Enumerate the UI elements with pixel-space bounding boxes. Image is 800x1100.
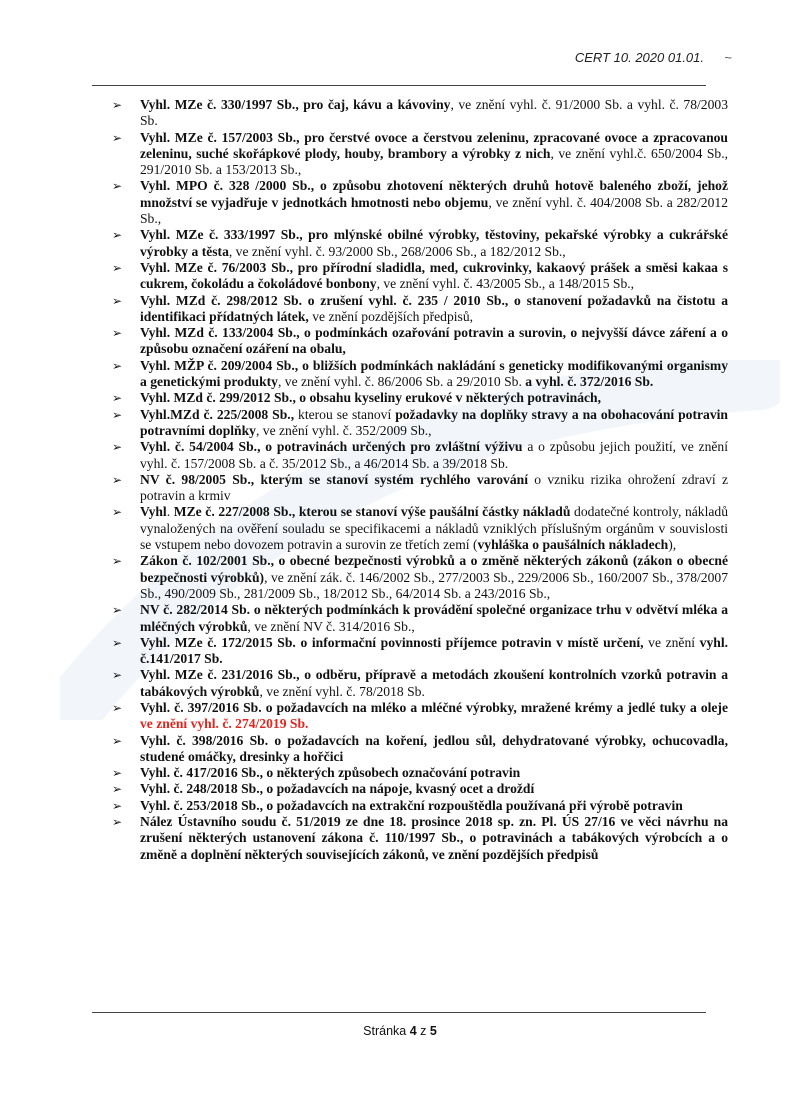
legislation-list <box>112 97 728 863</box>
arrow-bullet-icon: ➢ <box>112 472 123 487</box>
amendment-text: ve znění <box>643 634 700 650</box>
regulation-title: Vyhl <box>140 504 167 520</box>
amendment-text: a o způsobu jejich použití, ve znění vyhl. č. 157/2008 Sb. a č. 35/2012 Sb., a 46/2014 Sb. a 39/2018 Sb. <box>140 439 728 471</box>
list-item <box>112 553 728 602</box>
regulation-title: vyhláška o paušálních nákladech <box>477 537 669 553</box>
regulation-title: Vyhl. MPO č. 328 /2000 Sb., o způsobu zhotovení některých druhů hotově baleného zboží, jehož množství se vyjadřuje v jednotkách hmotnosti nebo objemu <box>140 178 728 210</box>
arrow-bullet-icon: ➢ <box>112 326 123 341</box>
amendment-text: ve znění pozdějších předpisů, <box>308 308 474 324</box>
regulation-title: vyhl. č.141/2017 Sb. <box>140 634 729 667</box>
header-mark: ~ <box>724 50 732 65</box>
list-item <box>112 635 728 668</box>
regulation-title: Vyhl. MZd č. 133/2004 Sb., o podmínkách ozařování potravin a surovin, o nejvyšší dávce záření a o způsobu označení ozáření na obalu, <box>140 325 728 357</box>
regulation-title: Vyhl. MZe č. 76/2003 Sb., pro přírodní sladidla, med, cukrovinky, kakaový prášek a směsi kakaa s cukrem, čokoládu a čokoládové bonbony <box>140 259 728 292</box>
arrow-bullet-icon: ➢ <box>112 179 123 194</box>
total-pages: 5 <box>429 1024 437 1038</box>
amendment-text: , ve znění vyhl. č. 43/2005 Sb., a 148/2015 Sb., <box>376 276 635 292</box>
arrow-bullet-icon: ➢ <box>112 733 123 748</box>
list-item <box>112 700 728 733</box>
regulation-title: Vyhl. č. 398/2016 Sb. o požadavcích na koření, jedlou sůl, dehydratované výrobky, ochucovadla, studené omáčky, dresinky a hořčici <box>140 732 728 764</box>
regulation-title: Zákon č. 102/2001 Sb., o obecné bezpečnosti výrobků a o změně některých zákonů (zákon o obecné bezpečnosti výrobků) <box>140 553 728 585</box>
list-item <box>112 798 728 814</box>
current-page: 4 <box>409 1024 417 1038</box>
amendment-highlight: ve znění vyhl. č. 274/2019 Sb. <box>140 716 309 732</box>
regulation-title: Vyhl. MZd č. 298/2012 Sb. o zrušení vyhl. č. 235 / 2010 Sb., o stanovení požadavků na čistotu a identifikaci přídatných látek, <box>140 292 728 324</box>
regulation-title: Nález Ústavního soudu č. 51/2019 ze dne 18. prosince 2018 sp. zn. Pl. ÚS 27/16 ve věci návrhu na zrušení některých ustanovení zákona č. 110/1997 Sb., o potravinách a tabákových výrobcích a o změně a doplnění některých souvisejících zákonů, ve znění pozdějších předpisů <box>140 814 728 862</box>
regulation-title: Vyhl. MZe č. 157/2003 Sb., pro čerstvé ovoce a čerstvou zeleninu, zpracované ovoce a zpracovanou zeleninu, suché skořápkové plody, houby, brambory a výrobky z nich <box>140 129 728 161</box>
page-number <box>0 1024 800 1038</box>
amendment-text: , ve znění zák. č. 146/2002 Sb., 277/2003 Sb., 229/2006 Sb., 160/2007 Sb., 378/2007 Sb., 490/2009 Sb., 281/2009 Sb., 18/2012 Sb., 64/2014 Sb. a 243/2016 Sb., <box>140 569 728 601</box>
arrow-bullet-icon: ➢ <box>112 798 123 813</box>
arrow-bullet-icon: ➢ <box>112 554 123 569</box>
document-code: CERT 10. 2020 01.01. <box>574 50 704 65</box>
amendment-text: kterou se stanoví <box>294 406 396 422</box>
arrow-bullet-icon: ➢ <box>112 440 123 455</box>
regulation-title: Vyhl. MZe č. 330/1997 Sb., pro čaj, kávu a kávoviny <box>140 97 451 112</box>
amendment-text: , ve znění NV č. 314/2016 Sb., <box>247 618 415 634</box>
regulation-title: Vyhl. č. 397/2016 Sb. o požadavcích na mléko a mléčné výrobky, mražené krémy a jedlé tuky a oleje <box>140 699 728 715</box>
arrow-bullet-icon: ➢ <box>112 700 123 715</box>
list-item <box>112 765 728 781</box>
regulation-title: MZe č. 227/2008 Sb., kterou se stanoví výše paušální částky nákladů <box>173 504 571 520</box>
amendment-text: , ve znění vyhl. č. 93/2000 Sb., 268/2006 Sb., a 182/2012 Sb., <box>228 243 566 259</box>
regulation-title: Vyhl. č. 54/2004 Sb., o potravinách určených pro zvláštní výživu <box>140 439 523 455</box>
regulation-title: a vyhl. č. 372/2016 Sb. <box>525 374 654 390</box>
amendment-text: , ve znění vyhl.č. 650/2004 Sb., 291/2010 Sb. a 153/2013 Sb., <box>140 145 729 178</box>
amendment-text: , ve znění vyhl. č. 404/2008 Sb. a 282/2012 Sb., <box>140 194 728 227</box>
footer-divider <box>92 1012 706 1013</box>
arrow-bullet-icon: ➢ <box>112 293 123 308</box>
arrow-bullet-icon: ➢ <box>112 815 123 830</box>
arrow-bullet-icon: ➢ <box>112 635 123 650</box>
amendment-text: , ve znění vyhl. č. 91/2000 Sb. a vyhl. č. 78/2003 Sb. <box>140 97 728 129</box>
list-item <box>112 178 728 227</box>
list-item <box>112 130 728 179</box>
list-item <box>112 504 728 553</box>
arrow-bullet-icon: ➢ <box>112 260 123 275</box>
amendment-text: , ve znění vyhl. č. 78/2018 Sb. <box>259 683 425 699</box>
regulation-title: požadavky na doplňky stravy a na obohacování potravin potravními doplňky <box>140 406 728 438</box>
arrow-bullet-icon: ➢ <box>112 505 123 520</box>
header-divider <box>92 85 706 86</box>
list-item <box>112 781 728 797</box>
amendment-text: dodatečné kontroly, nákladů vynaložených na ověření souladu se specifikacemi a nákladů vzniklých příslušným orgánům v souvislosti se vstupem nebo dovozem potravin a surovin ze třetích zemí ( <box>140 504 729 553</box>
amendment-text: . <box>166 504 174 520</box>
list-item <box>112 325 728 358</box>
list-item <box>112 358 728 391</box>
page-prefix: Stránka <box>363 1024 410 1038</box>
list-item <box>112 407 728 440</box>
regulation-title: Vyhl. MŽP č. 209/2004 Sb., o bližších podmínkách nakládání s geneticky modifikovanými organismy a genetickými produkty <box>140 357 728 390</box>
arrow-bullet-icon: ➢ <box>112 782 123 797</box>
list-item <box>112 667 728 700</box>
list-item <box>112 293 728 326</box>
regulation-title: Vyhl.MZd č. 225/2008 Sb., <box>140 406 295 422</box>
regulation-title: NV č. 98/2005 Sb., kterým se stanoví systém rychlého varování <box>140 471 528 487</box>
arrow-bullet-icon: ➢ <box>112 98 123 112</box>
arrow-bullet-icon: ➢ <box>112 407 123 422</box>
list-item <box>112 97 728 130</box>
list-item <box>112 227 728 260</box>
list-item <box>112 814 728 863</box>
regulation-title: Vyhl. MZe č. 333/1997 Sb., pro mlýnské obilné výrobky, těstoviny, pekařské výrobky a cukrářské výrobky a těsta <box>140 227 728 259</box>
regulation-title: Vyhl. MZe č. 172/2015 Sb. o informační povinnosti příjemce potravin v místě určení, <box>140 634 644 650</box>
regulation-title: NV č. 282/2014 Sb. o některých podmínkách k provádění společné organizace trhu v odvětví mléka a mléčných výrobků <box>140 602 728 634</box>
list-item <box>112 733 728 766</box>
arrow-bullet-icon: ➢ <box>112 358 123 373</box>
list-item <box>112 439 728 472</box>
list-item <box>112 390 728 406</box>
amendment-text: , ve znění vyhl. č. 352/2009 Sb., <box>255 422 432 438</box>
amendment-text: o vzniku rizika ohrožení zdraví z potravin a krmiv <box>140 471 728 504</box>
arrow-bullet-icon: ➢ <box>112 766 123 781</box>
list-item <box>112 602 728 635</box>
list-item <box>112 260 728 293</box>
list-item <box>112 472 728 505</box>
amendment-text: ), <box>668 537 677 553</box>
arrow-bullet-icon: ➢ <box>112 391 123 406</box>
regulation-title: Vyhl. č. 253/2018 Sb., o požadavcích na extrakční rozpouštědla používaná při výrobě potravin <box>140 797 683 813</box>
arrow-bullet-icon: ➢ <box>112 130 123 145</box>
arrow-bullet-icon: ➢ <box>112 228 123 243</box>
regulation-title: Vyhl. MZe č. 231/2016 Sb., o odběru, přípravě a metodách zkoušení kontrolních vzorků potravin a tabákových výrobků <box>140 667 728 699</box>
arrow-bullet-icon: ➢ <box>112 603 123 618</box>
regulation-title: Vyhl. MZd č. 299/2012 Sb., o obsahu kyseliny erukové v některých potravinách, <box>140 390 601 406</box>
amendment-text: , ve znění vyhl. č. 86/2006 Sb. a 29/2010 Sb. <box>277 374 526 390</box>
page-sep: z <box>416 1024 430 1038</box>
regulation-title: Vyhl. č. 417/2016 Sb., o některých způsobech označování potravin <box>140 765 521 781</box>
regulation-title: Vyhl. č. 248/2018 Sb., o požadavcích na nápoje, kvasný ocet a droždí <box>140 781 535 797</box>
arrow-bullet-icon: ➢ <box>112 668 123 683</box>
